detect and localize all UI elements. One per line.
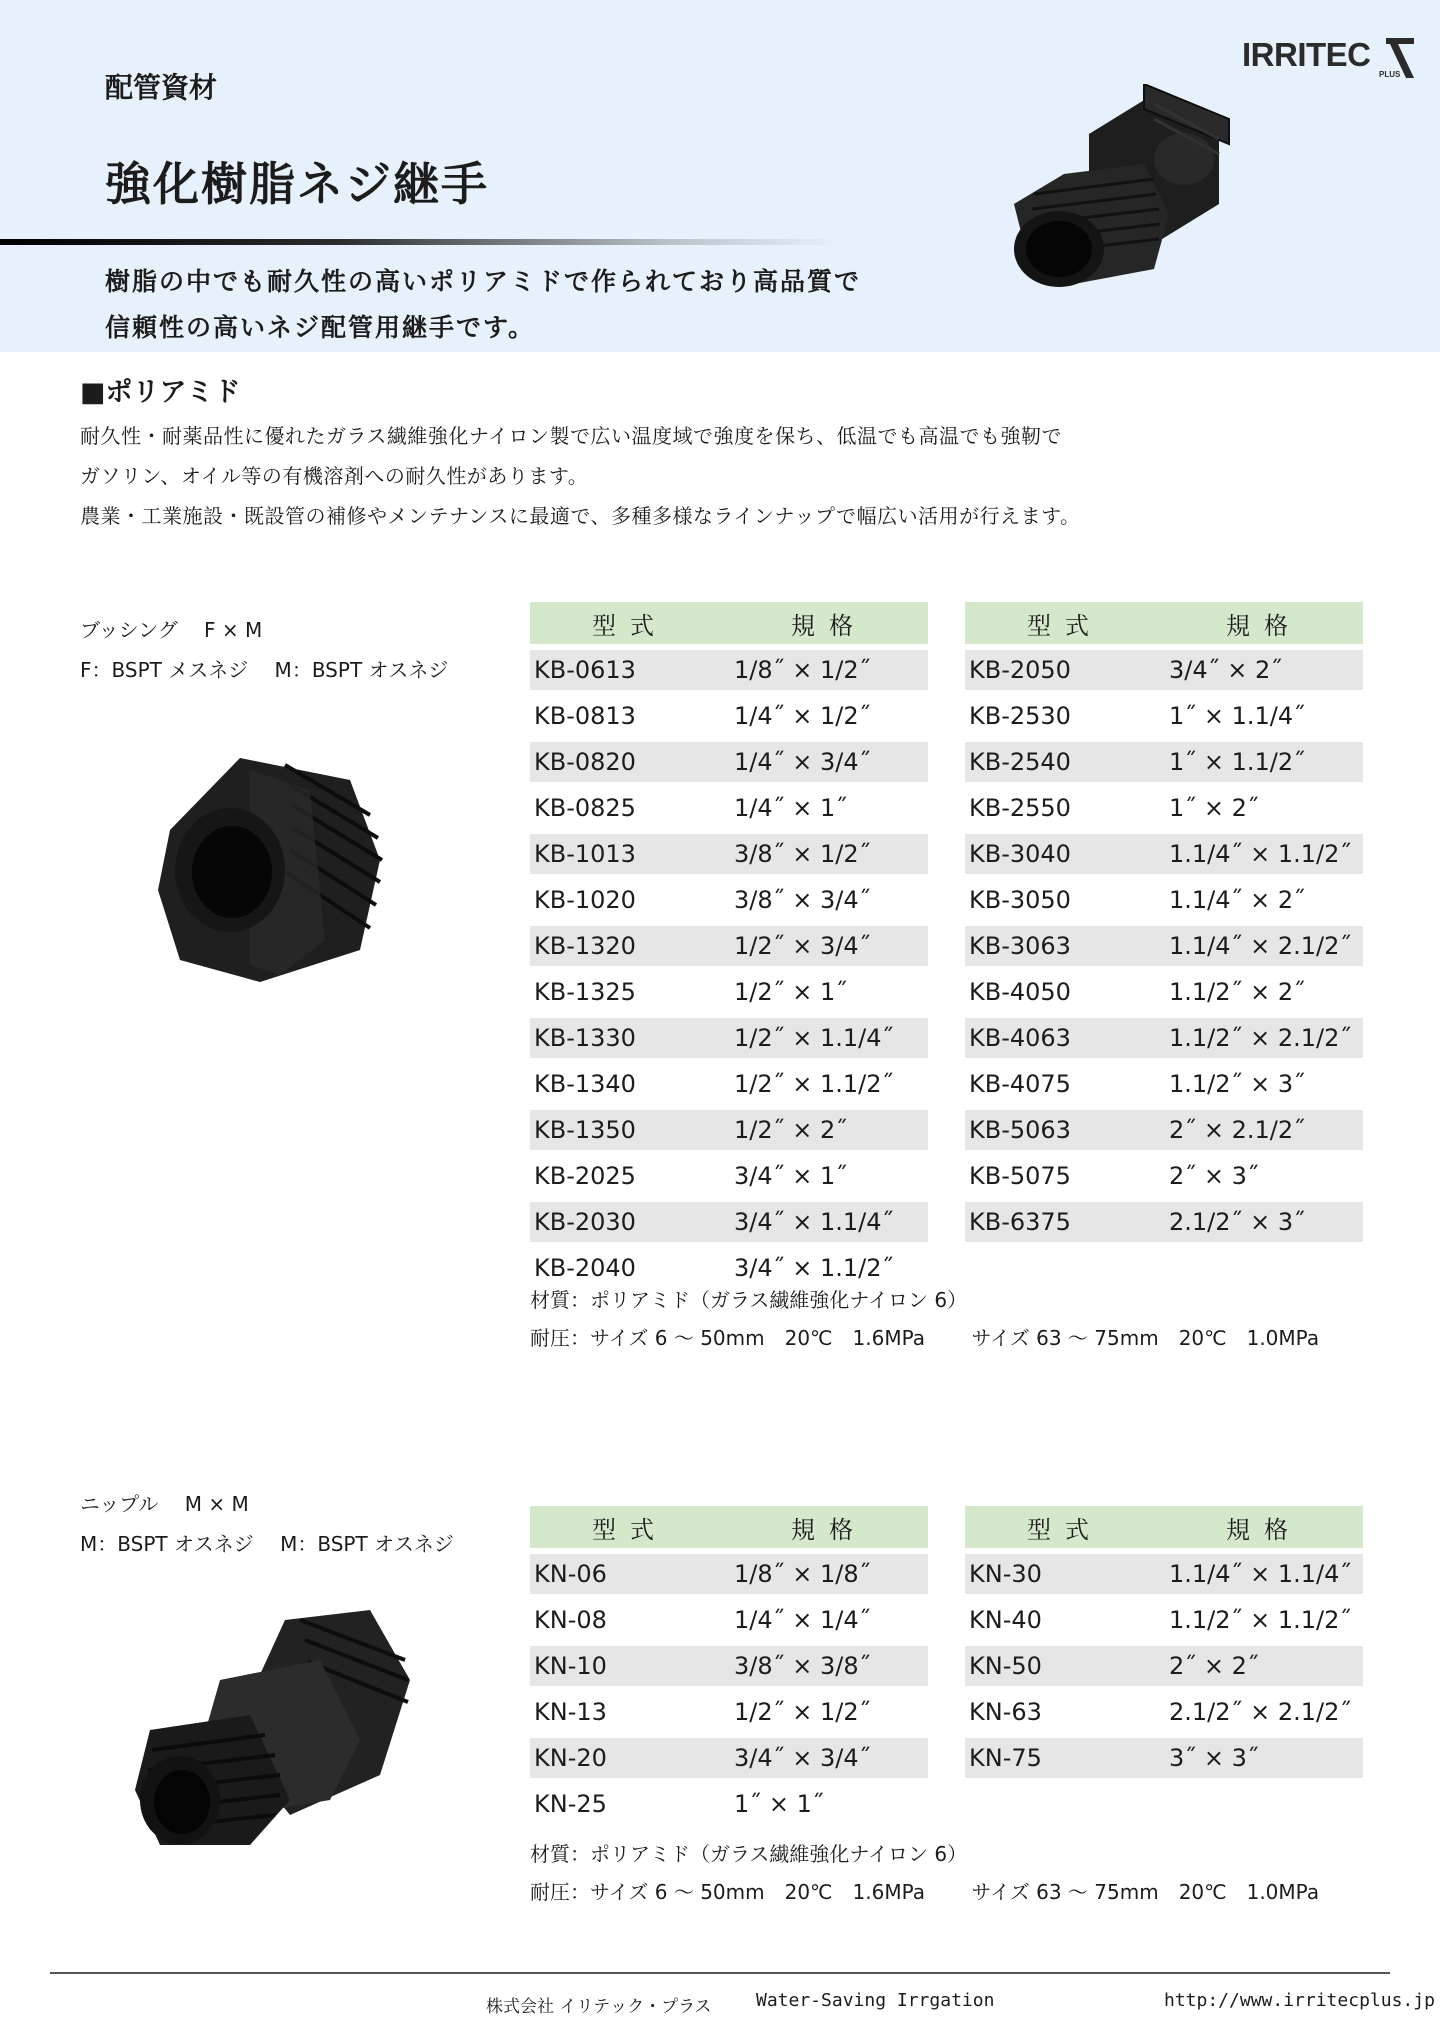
size-cell: 1.1/2˝ × 1.1/2˝: [1165, 1598, 1363, 1640]
table-row: [965, 694, 1363, 736]
size-cell: 1.1/2˝ × 2˝: [1165, 970, 1363, 1012]
size-cell: 1/8˝ × 1/2˝: [730, 648, 928, 690]
table-row: [530, 878, 928, 920]
size-cell: 1/8˝ × 1/8˝: [730, 1552, 928, 1594]
size-cell: 2˝ × 2˝: [1165, 1644, 1363, 1686]
bushing-table-right: [965, 598, 1363, 1246]
size-cell: 3/4˝ × 2˝: [1165, 648, 1363, 690]
bushing-material-note: 材質：ポリアミド（ガラス繊維強化ナイロン 6）: [530, 1288, 968, 1312]
table-row: [530, 1644, 928, 1686]
model-cell: KB-2040: [530, 1246, 730, 1288]
company-logo: [1242, 34, 1412, 82]
size-cell: 1.1/4˝ × 2.1/2˝: [1165, 924, 1363, 966]
size-cell: 1/4˝ × 1/2˝: [730, 694, 928, 736]
table-row: [965, 878, 1363, 920]
nipple-hero-photo: [1004, 84, 1234, 296]
column-header-model: 型式: [530, 602, 730, 644]
model-cell: KB-1325: [530, 970, 730, 1012]
model-cell: KB-1020: [530, 878, 730, 920]
nipple-table-right: [965, 1502, 1363, 1782]
size-cell: 3/4˝ × 1.1/4˝: [730, 1200, 928, 1242]
table-row: [530, 1736, 928, 1778]
model-cell: KB-1350: [530, 1108, 730, 1150]
model-cell: KB-4063: [965, 1016, 1165, 1058]
model-cell: KB-1013: [530, 832, 730, 874]
table-row: [530, 694, 928, 736]
header-banner: [0, 0, 1440, 352]
model-cell: KB-2050: [965, 648, 1165, 690]
table-row: [965, 1154, 1363, 1196]
table-row: [965, 740, 1363, 782]
table-row: [530, 1200, 928, 1242]
table-row: [530, 1246, 928, 1288]
table-row: [530, 786, 928, 828]
size-cell: 1.1/2˝ × 2.1/2˝: [1165, 1016, 1363, 1058]
size-cell: 3/8˝ × 1/2˝: [730, 832, 928, 874]
size-cell: 1˝ × 2˝: [1165, 786, 1363, 828]
model-cell: KN-25: [530, 1782, 730, 1824]
model-cell: KN-75: [965, 1736, 1165, 1778]
table-row: [965, 1736, 1363, 1778]
size-cell: 3/8˝ × 3/8˝: [730, 1644, 928, 1686]
table-row: [530, 1782, 928, 1824]
model-cell: KN-50: [965, 1644, 1165, 1686]
column-header-size: 規格: [1165, 1506, 1363, 1548]
size-cell: 1/2˝ × 1˝: [730, 970, 928, 1012]
bushing-thread-spec: F：BSPT メスネジ M：BSPT オスネジ: [80, 658, 449, 682]
column-header-model: 型式: [965, 602, 1165, 644]
size-cell: 1/2˝ × 1/2˝: [730, 1690, 928, 1732]
material-heading: ■ポリアミド: [80, 377, 241, 408]
nipple-thread-spec: M：BSPT オスネジ M：BSPT オスネジ: [80, 1532, 454, 1556]
footer-url: http://www.irritecplus.jp: [1164, 1990, 1435, 2011]
size-cell: 1/4˝ × 3/4˝: [730, 740, 928, 782]
material-paragraph-2: ガソリン、オイル等の有機溶剤への耐久性があります。: [80, 464, 589, 488]
column-header-model: 型式: [530, 1506, 730, 1548]
logo-plus-text: PLUS: [1379, 70, 1401, 79]
model-cell: KB-2530: [965, 694, 1165, 736]
bushing-table-left: [530, 598, 928, 1292]
table-row: [530, 1154, 928, 1196]
model-cell: KB-0813: [530, 694, 730, 736]
footer-company: 株式会社 イリテック・プラス: [486, 1997, 712, 2017]
size-cell: 2.1/2˝ × 3˝: [1165, 1200, 1363, 1242]
footer-tagline: Water-Saving Irrgation: [756, 1990, 995, 2011]
model-cell: KN-08: [530, 1598, 730, 1640]
table-row: [530, 740, 928, 782]
model-cell: KB-6375: [965, 1200, 1165, 1242]
model-cell: KN-40: [965, 1598, 1165, 1640]
table-row: [965, 1200, 1363, 1242]
table-row: [530, 1108, 928, 1150]
column-header-size: 規格: [730, 1506, 928, 1548]
size-cell: 3/8˝ × 3/4˝: [730, 878, 928, 920]
size-cell: 1˝ × 1˝: [730, 1782, 928, 1824]
table-row: [530, 1690, 928, 1732]
model-cell: KB-3063: [965, 924, 1165, 966]
table-row: [965, 1598, 1363, 1640]
model-cell: KB-2030: [530, 1200, 730, 1242]
model-cell: KN-06: [530, 1552, 730, 1594]
lead-line-2: 信頼性の高いネジ配管用継手です。: [105, 313, 536, 342]
model-cell: KB-4050: [965, 970, 1165, 1012]
table-row: [530, 1598, 928, 1640]
size-cell: 1/2˝ × 3/4˝: [730, 924, 928, 966]
size-cell: 1.1/4˝ × 1.1/2˝: [1165, 832, 1363, 874]
bushing-name: ブッシング F × M: [80, 618, 263, 642]
nipple-table-left: [530, 1502, 928, 1828]
table-row: [965, 1552, 1363, 1594]
table-row: [965, 1108, 1363, 1150]
column-header-size: 規格: [1165, 602, 1363, 644]
model-cell: KB-4075: [965, 1062, 1165, 1104]
size-cell: 1/4˝ × 1/4˝: [730, 1598, 928, 1640]
model-cell: KB-2540: [965, 740, 1165, 782]
table-row: [965, 924, 1363, 966]
size-cell: 1/2˝ × 1.1/4˝: [730, 1016, 928, 1058]
table-row: [530, 1552, 928, 1594]
category-label: 配管資材: [105, 71, 218, 104]
table-row: [530, 648, 928, 690]
nipple-photo: [130, 1600, 420, 1850]
model-cell: KB-0820: [530, 740, 730, 782]
table-row: [965, 786, 1363, 828]
size-cell: 1/4˝ × 1˝: [730, 786, 928, 828]
model-cell: KB-5075: [965, 1154, 1165, 1196]
model-cell: KB-5063: [965, 1108, 1165, 1150]
model-cell: KB-0613: [530, 648, 730, 690]
size-cell: 1/2˝ × 2˝: [730, 1108, 928, 1150]
size-cell: 1.1/4˝ × 1.1/4˝: [1165, 1552, 1363, 1594]
material-paragraph-3: 農業・工業施設・既設管の補修やメンテナンスに最適で、多種多様なラインナップで幅広い活用が行えます。: [80, 504, 1081, 528]
model-cell: KB-3040: [965, 832, 1165, 874]
model-cell: KB-1320: [530, 924, 730, 966]
title-underline: [0, 239, 840, 245]
model-cell: KB-0825: [530, 786, 730, 828]
model-cell: KB-1330: [530, 1016, 730, 1058]
nipple-pressure-note: 耐圧：サイズ 6 ～ 50mm 20℃ 1.6MPa サイズ 63 ～ 75mm 20℃ 1.0MPa: [530, 1880, 1320, 1904]
size-cell: 2.1/2˝ × 2.1/2˝: [1165, 1690, 1363, 1732]
size-cell: 1/2˝ × 1.1/2˝: [730, 1062, 928, 1104]
model-cell: KB-2025: [530, 1154, 730, 1196]
size-cell: 3/4˝ × 1˝: [730, 1154, 928, 1196]
model-cell: KN-20: [530, 1736, 730, 1778]
size-cell: 3/4˝ × 3/4˝: [730, 1736, 928, 1778]
page-title: 強化樹脂ネジ継手: [105, 157, 489, 211]
size-cell: 1.1/4˝ × 2˝: [1165, 878, 1363, 920]
table-row: [965, 1016, 1363, 1058]
column-header-model: 型式: [965, 1506, 1165, 1548]
table-row: [965, 1690, 1363, 1732]
model-cell: KN-63: [965, 1690, 1165, 1732]
table-row: [530, 832, 928, 874]
size-cell: 1˝ × 1.1/2˝: [1165, 740, 1363, 782]
logo-text: IRRITEC: [1242, 36, 1371, 73]
table-row: [530, 970, 928, 1012]
lead-line-1: 樹脂の中でも耐久性の高いポリアミドで作られており高品質で: [105, 267, 862, 296]
table-row: [530, 924, 928, 966]
material-paragraph-1: 耐久性・耐薬品性に優れたガラス繊維強化ナイロン製で広い温度域で強度を保ち、低温でも高温でも強靭で: [80, 424, 1062, 448]
size-cell: 3/4˝ × 1.1/2˝: [730, 1246, 928, 1288]
bushing-photo: [150, 750, 390, 990]
model-cell: KB-3050: [965, 878, 1165, 920]
table-row: [965, 1644, 1363, 1686]
table-row: [965, 970, 1363, 1012]
size-cell: 1˝ × 1.1/4˝: [1165, 694, 1363, 736]
footer-divider: [50, 1972, 1390, 1974]
model-cell: KN-13: [530, 1690, 730, 1732]
nipple-material-note: 材質：ポリアミド（ガラス繊維強化ナイロン 6）: [530, 1842, 968, 1866]
table-row: [965, 832, 1363, 874]
size-cell: 2˝ × 2.1/2˝: [1165, 1108, 1363, 1150]
model-cell: KN-30: [965, 1552, 1165, 1594]
table-row: [965, 648, 1363, 690]
table-row: [965, 1062, 1363, 1104]
bushing-pressure-note: 耐圧：サイズ 6 ～ 50mm 20℃ 1.6MPa サイズ 63 ～ 75mm 20℃ 1.0MPa: [530, 1326, 1320, 1350]
size-cell: 2˝ × 3˝: [1165, 1154, 1363, 1196]
nipple-name: ニップル M × M: [80, 1492, 249, 1516]
model-cell: KB-2550: [965, 786, 1165, 828]
table-row: [530, 1062, 928, 1104]
model-cell: KB-1340: [530, 1062, 730, 1104]
size-cell: 1.1/2˝ × 3˝: [1165, 1062, 1363, 1104]
table-row: [530, 1016, 928, 1058]
model-cell: KN-10: [530, 1644, 730, 1686]
size-cell: 3˝ × 3˝: [1165, 1736, 1363, 1778]
column-header-size: 規格: [730, 602, 928, 644]
